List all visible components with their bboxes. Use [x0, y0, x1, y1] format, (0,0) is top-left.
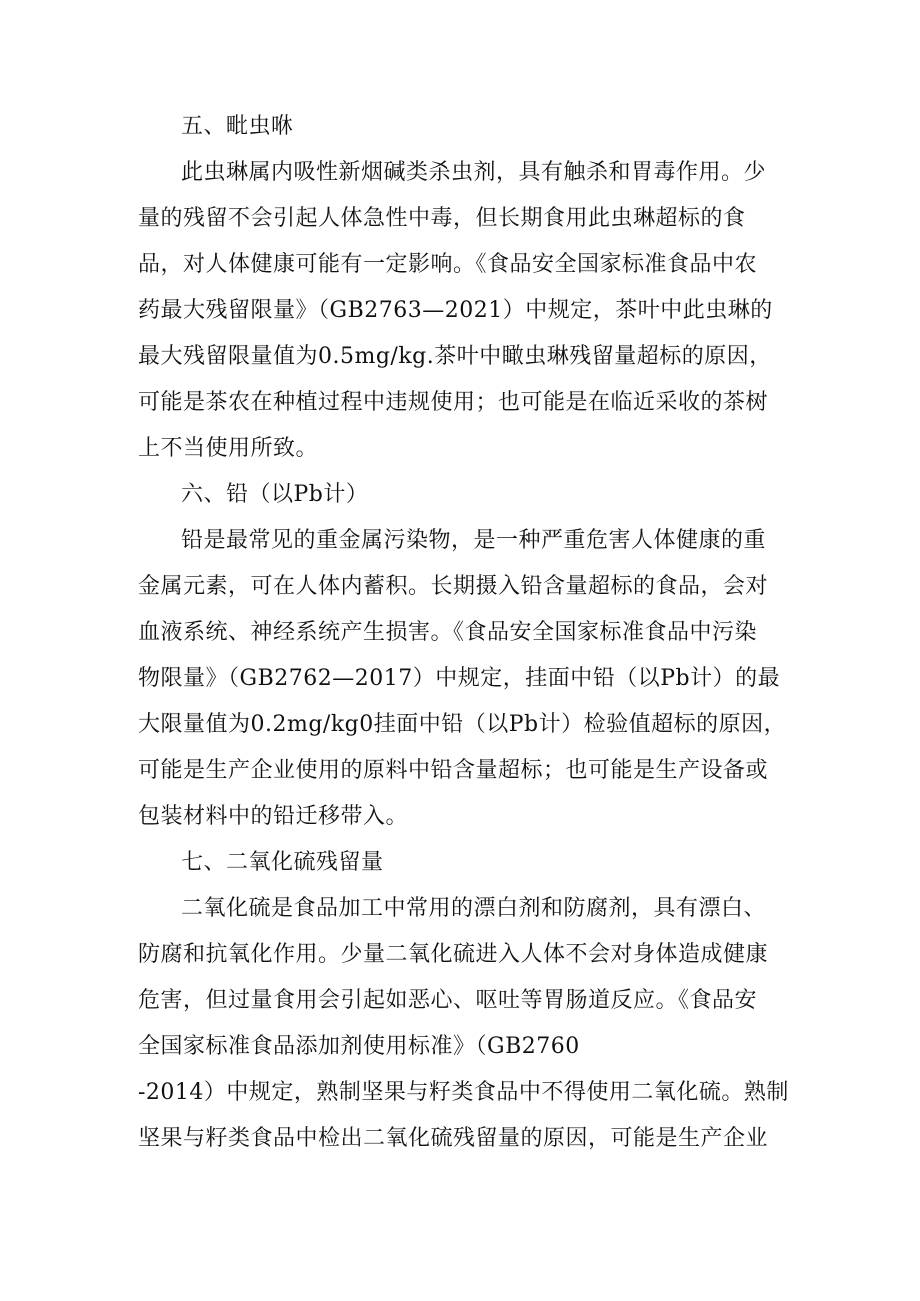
paragraph-line: -2014）中规定，熟制坚果与籽类食品中不得使用二氧化硫。熟制 — [138, 1080, 789, 1105]
paragraph-line: 品，对人体健康可能有一定影响。《食品安全国家标准食品中农 — [138, 252, 758, 277]
paragraph-line: 血液系统、神经系统产生损害。《食品安全国家标准食品中污染 — [138, 620, 758, 645]
paragraph-line: 防腐和抗氧化作用。少量二氧化硫进入人体不会对身体造成健康 — [138, 942, 769, 967]
paragraph-line: 上不当使用所致。 — [138, 436, 319, 461]
paragraph-line: 二氧化硫是食品加工中常用的漂白剂和防腐剂，具有漂白、 — [181, 896, 767, 921]
paragraph-line: 可能是茶农在种植过程中违规使用；也可能是在临近采收的茶树 — [138, 390, 769, 415]
paragraph-line: 药最大残留限量》（GB2763—2021）中规定，茶叶中此虫琳的 — [138, 298, 773, 323]
paragraph-line: 最大残留限量值为0.5mg/kg.茶叶中瞰虫琳残留量超标的原因， — [138, 344, 772, 369]
paragraph-line: 大限量值为0.2mg/kg0挂面中铅（以Pb计）检验值超标的原因， — [138, 712, 787, 737]
paragraph-line: 铅是最常见的重金属污染物，是一种严重危害人体健康的重 — [181, 528, 767, 553]
paragraph-line: 此虫琳属内吸性新烟碱类杀虫剂，具有触杀和胃毒作用。少 — [181, 160, 767, 185]
paragraph-line: 包装材料中的铅迁移带入。 — [138, 804, 409, 829]
paragraph-line: 物限量》（GB2762—2017）中规定，挂面中铅（以Pb计）的最 — [138, 666, 781, 691]
section-heading: 六、铅（以Pb计） — [181, 482, 369, 507]
section-heading: 五、毗虫咻 — [181, 114, 294, 139]
paragraph-line: 坚果与籽类食品中检出二氧化硫残留量的原因，可能是生产企业 — [138, 1126, 769, 1151]
paragraph-line: 量的残留不会引起人体急性中毒，但长期食用此虫琳超标的食 — [138, 206, 746, 231]
paragraph-line: 全国家标准食品添加剂使用标准》（GB2760 — [138, 1034, 580, 1059]
section-heading: 七、二氧化硫残留量 — [181, 850, 384, 875]
paragraph-line: 金属元素，可在人体内蓄积。长期摄入铅含量超标的食品，会对 — [138, 574, 769, 599]
paragraph-line: 危害，但过量食用会引起如恶心、呕吐等胃肠道反应。《食品安 — [138, 988, 758, 1013]
paragraph-line: 可能是生产企业使用的原料中铅含量超标；也可能是生产设备或 — [138, 758, 769, 783]
